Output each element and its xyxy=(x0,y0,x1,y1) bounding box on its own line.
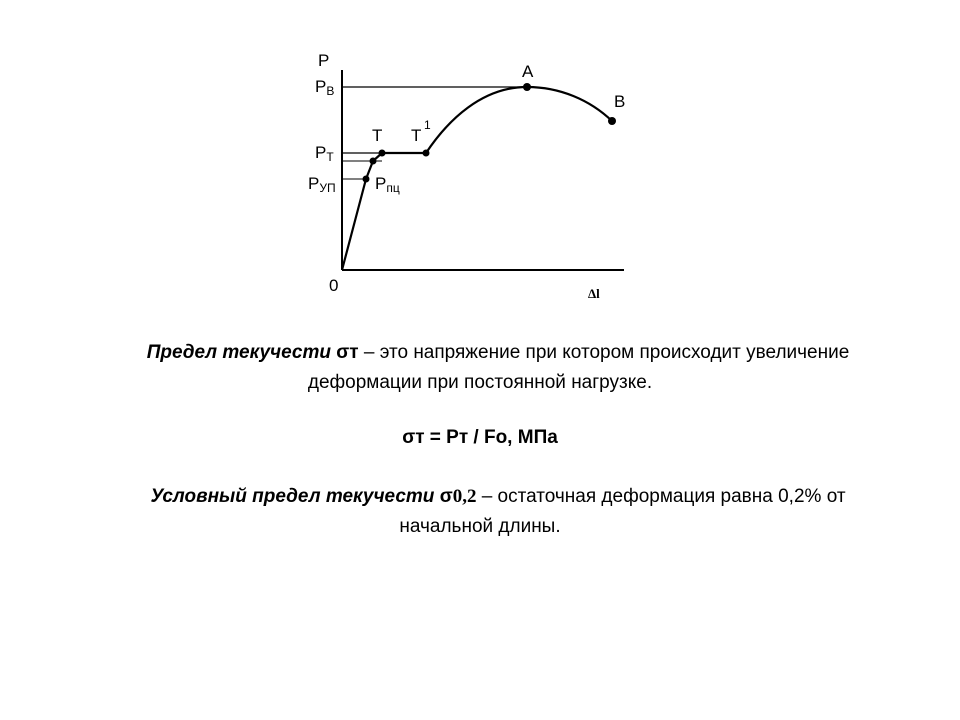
point-pup xyxy=(363,176,370,183)
term-yield-strength: Предел текучести xyxy=(146,342,331,363)
y-axis-label: P xyxy=(318,51,330,70)
sigma-symbol: σ xyxy=(439,486,453,507)
conditional-line-2: начальной длины. xyxy=(399,516,561,537)
conditional-line-1-rest: – остаточная деформация равна 0,2% от xyxy=(476,486,846,507)
stress-strain-diagram xyxy=(0,0,960,320)
origin-label: 0 xyxy=(329,276,339,295)
pt-label: PТ xyxy=(315,143,334,164)
definition-line-1-rest: – это напряжение при котором происходит увеличение xyxy=(358,342,850,363)
x-axis-label: Δl xyxy=(588,286,600,301)
definition-line-2: деформации при постоянной нагрузке. xyxy=(307,372,653,393)
point-t-label: T xyxy=(372,126,383,145)
point-ppc xyxy=(370,158,377,165)
conditional-line-1 xyxy=(0,482,960,512)
point-t1 xyxy=(423,150,430,157)
term-conditional-yield: Условный предел текучести xyxy=(150,486,435,507)
point-t xyxy=(379,150,386,157)
definition-line-1 xyxy=(0,338,960,368)
point-b-label: B xyxy=(614,92,626,111)
sigma-subscript: 0,2 xyxy=(452,486,477,507)
point-t1-label: T xyxy=(411,126,422,145)
point-b xyxy=(608,117,616,125)
pb-label: PВ xyxy=(315,77,335,98)
yield-strength-formula: σт = Рт / Fo, МПа xyxy=(402,427,558,448)
point-a xyxy=(523,83,531,91)
point-t1-superscript: 1 xyxy=(424,118,431,132)
point-a-label: A xyxy=(522,62,534,81)
conditional-yield-definition xyxy=(0,482,960,542)
sigma-t-symbol: σт xyxy=(336,342,359,363)
ppc-label: Pпц xyxy=(375,174,400,195)
yield-strength-definition xyxy=(0,338,960,398)
pup-label: PУП xyxy=(308,174,336,195)
